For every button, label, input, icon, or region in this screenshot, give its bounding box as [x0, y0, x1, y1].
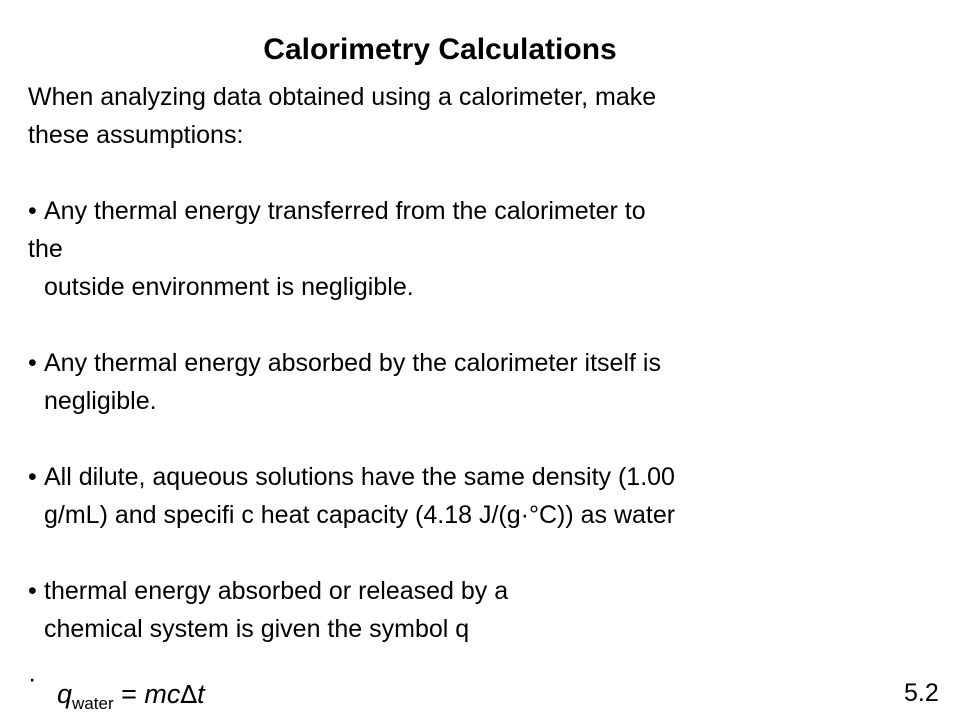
- bullet-4-text-1: thermal energy absorbed or released by a: [44, 577, 509, 605]
- bullet-3-first-line: [28, 462, 675, 492]
- bullet-4-text-2: chemical system is given the symbol q: [44, 615, 470, 643]
- bullet-2-text-1: Any thermal energy absorbed by the calorimeter itself is: [44, 349, 661, 377]
- formula-delta-symbol: ∆: [180, 680, 198, 709]
- bullet-marker: •: [28, 577, 37, 605]
- formula-equals: =: [113, 679, 145, 709]
- bullet-3-text-2: g/mL) and specifi c heat capacity (4.18 J/(g·°C)) as water: [44, 501, 676, 529]
- formula-t: t: [197, 679, 205, 709]
- intro-line-2: these assumptions:: [28, 121, 244, 149]
- bullet-marker: •: [28, 463, 37, 491]
- stray-dot: ·: [28, 665, 37, 693]
- bullet-1-text-1: Any thermal energy transferred from the calorimeter to: [44, 197, 646, 225]
- bullet-1-text-3: outside environment is negligible.: [44, 273, 414, 301]
- bullet-2-text-2: negligible.: [44, 387, 157, 415]
- page-number: 5.2: [904, 679, 939, 707]
- intro-line-1: When analyzing data obtained using a calorimeter, make: [28, 83, 657, 111]
- heat-formula: [57, 676, 205, 722]
- formula-mc: mc: [144, 679, 181, 709]
- bullet-marker: •: [28, 197, 37, 225]
- formula-q: q: [57, 679, 73, 709]
- bullet-2-first-line: [28, 348, 661, 378]
- bullet-4-first-line: [28, 576, 508, 606]
- bullet-1-text-2: the: [28, 235, 63, 263]
- slide-title: Calorimetry Calculations: [263, 33, 617, 66]
- bullet-3-text-1: All dilute, aqueous solutions have the same density (1.00: [44, 463, 675, 491]
- bullet-marker: •: [28, 349, 37, 377]
- bullet-1-first-line: [28, 196, 646, 226]
- formula-subscript-water: water: [72, 694, 114, 713]
